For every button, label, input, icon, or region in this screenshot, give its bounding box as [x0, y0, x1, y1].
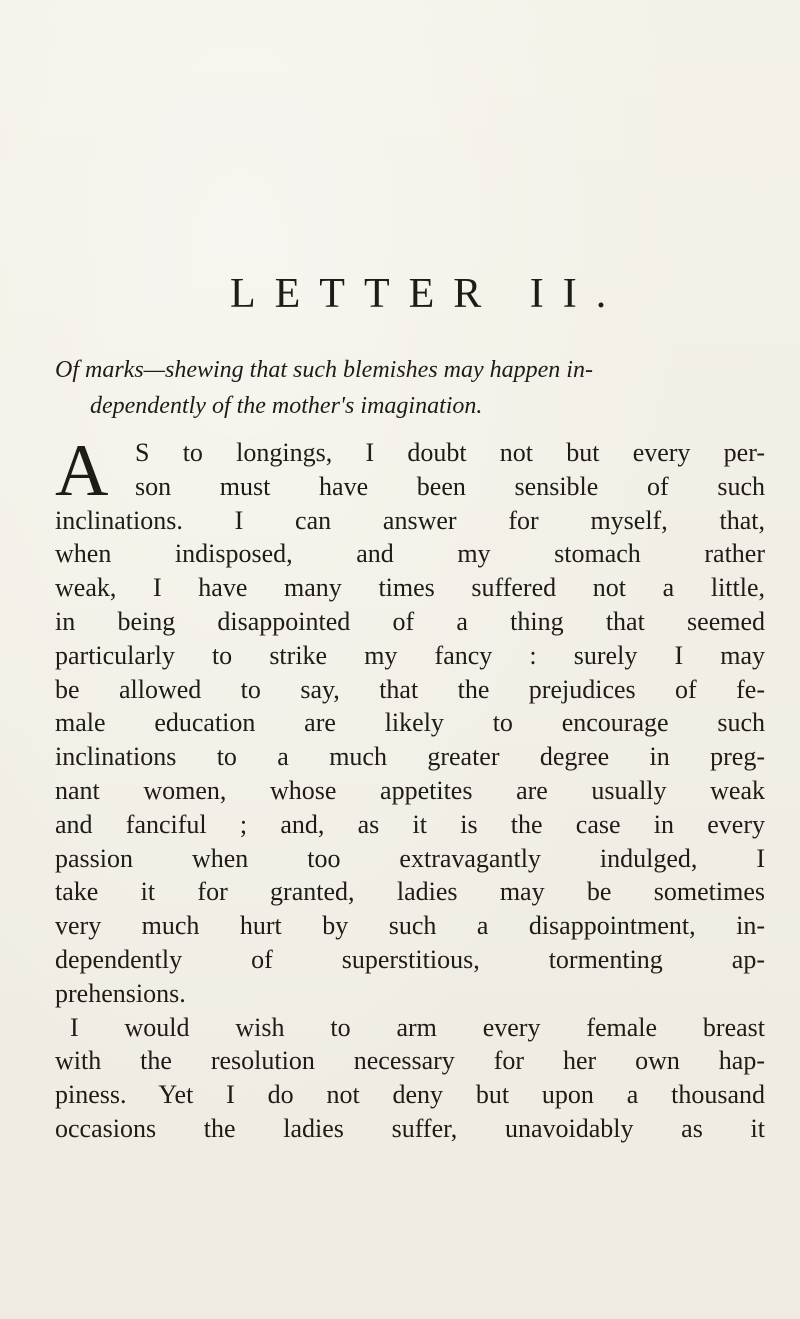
text-line: when indisposed, and my stomach rather — [55, 539, 765, 569]
text-line: inclinations. I can answer for myself, that, — [55, 505, 765, 535]
paragraph-1 — [55, 430, 765, 1011]
text-line: weak, I have many times suffered not a little, — [55, 573, 765, 603]
text-line: male education are likely to encourage such — [55, 708, 765, 738]
text-line: and fanciful ; and, as it is the case in every — [55, 809, 765, 839]
paragraph-2 — [55, 1011, 765, 1146]
text-line: with the resolution necessary for her own hap- — [55, 1046, 765, 1076]
text-line: nant women, whose appetites are usually weak — [55, 775, 765, 805]
text-line: occasions the ladies suffer, unavoidably as it — [55, 1113, 765, 1143]
text-line: take it for granted, ladies may be sometimes — [55, 877, 765, 907]
drop-cap: A — [55, 430, 109, 512]
text-line: very much hurt by such a disappointment, in- — [55, 911, 765, 941]
text-line: passion when too extravagantly indulged, I — [55, 843, 765, 873]
chapter-summary — [55, 352, 745, 424]
text-line: prehensions. — [55, 978, 186, 1008]
letter-heading: LETTER II. — [230, 271, 626, 317]
summary-line-2: dependently of the mother's imagination. — [90, 393, 483, 419]
text-line: I would wish to arm every female breast — [70, 1012, 765, 1042]
text-line: piness. Yet I do not deny but upon a thousand — [55, 1080, 765, 1110]
text-line: inclinations to a much greater degree in preg- — [55, 742, 765, 772]
text-line: son must have been sensible of such — [135, 471, 765, 501]
text-line: dependently of superstitious, tormenting ap- — [55, 944, 765, 974]
text-line: S to longings, I doubt not but every per- — [135, 438, 765, 467]
text-line: particularly to strike my fancy : surely I may — [55, 640, 765, 670]
text-line: be allowed to say, that the prejudices of fe- — [55, 674, 765, 704]
summary-line-1: Of marks—shewing that such blemishes may happen in- — [55, 357, 593, 383]
body-text — [55, 430, 765, 1146]
text-line: in being disappointed of a thing that seemed — [55, 606, 765, 636]
